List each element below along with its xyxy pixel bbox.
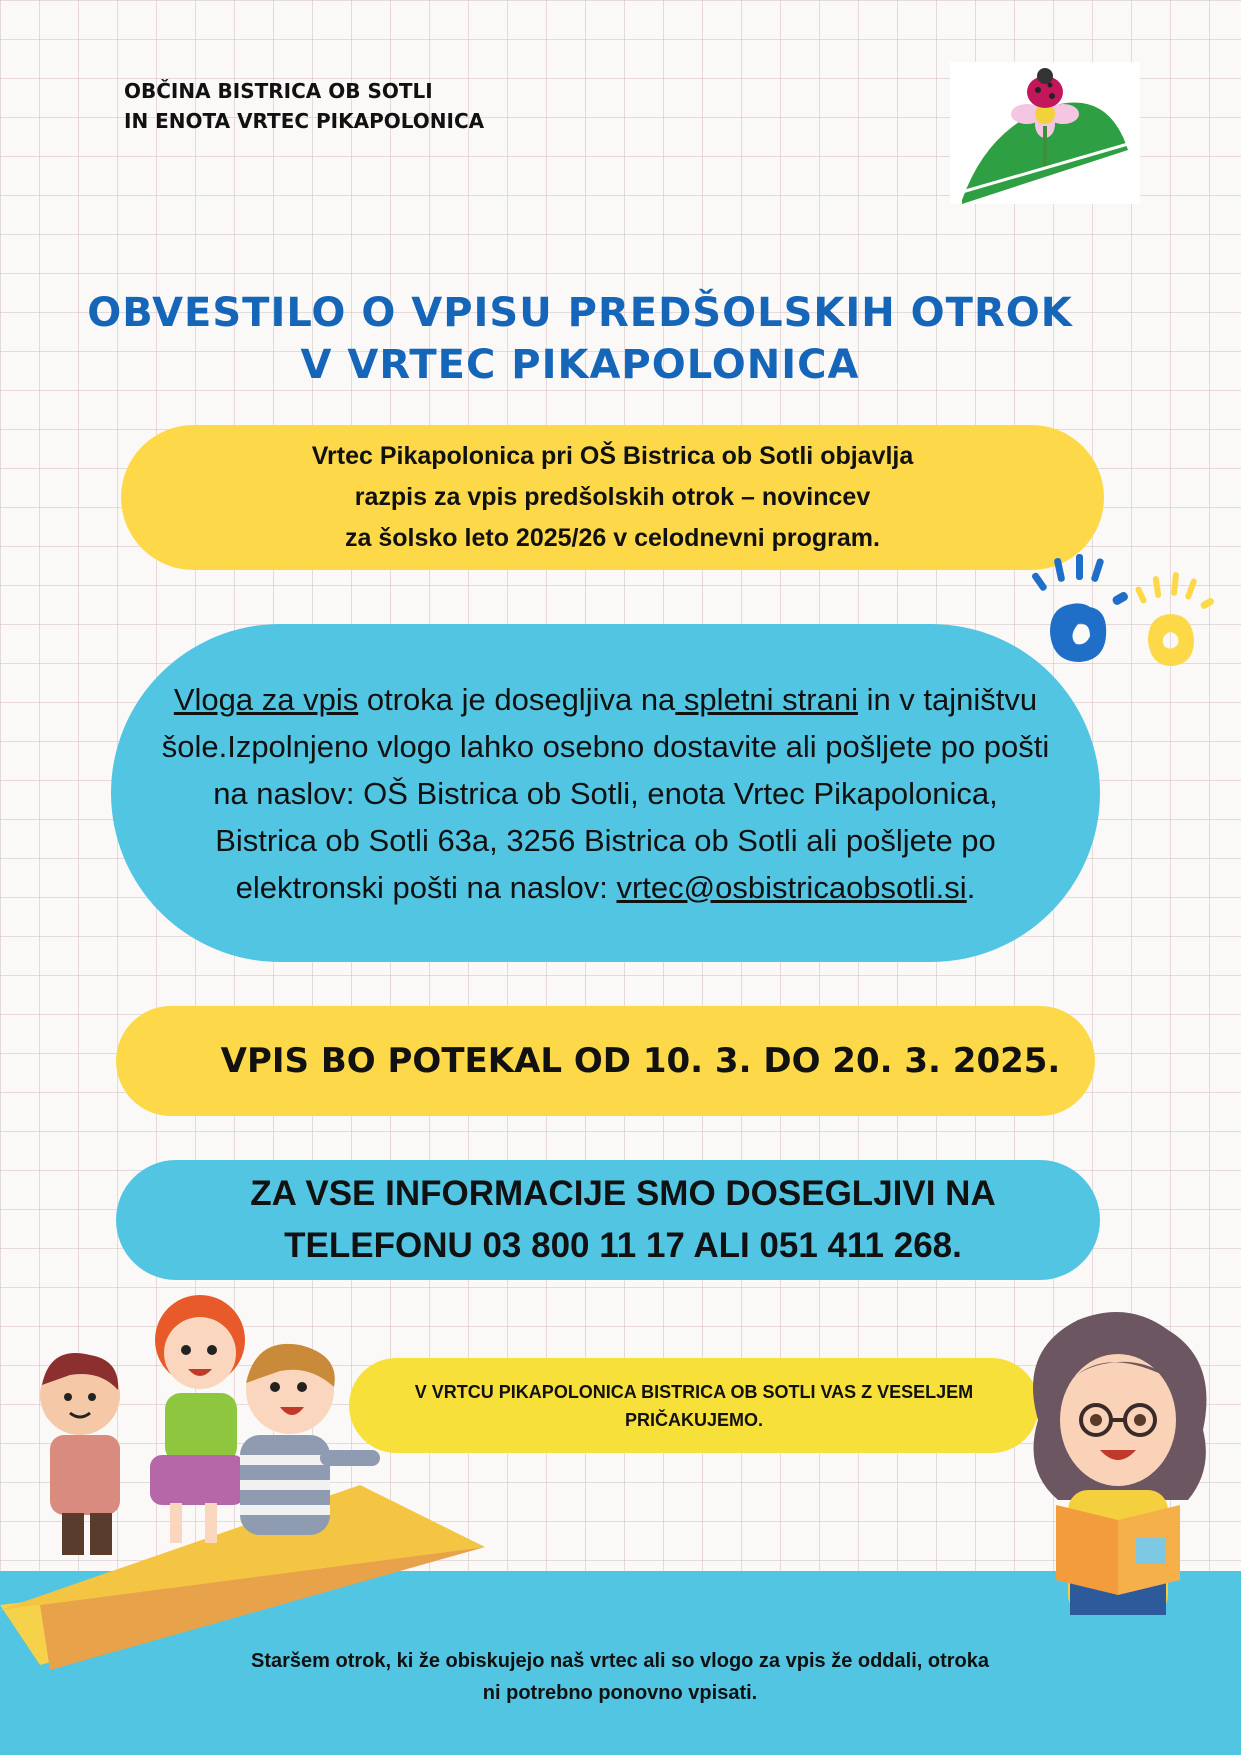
- application-info-box: [111, 624, 1100, 962]
- kindergarten-logo: [950, 62, 1140, 204]
- handprints-icon: [1020, 552, 1220, 682]
- page-title: [60, 287, 1100, 391]
- welcome-line-1: V VRTCU PIKAPOLONICA BISTRICA OB SOTLI VAS Z VESELJEM: [414, 1381, 974, 1402]
- application-text-part-1: otroka je dosegljiva na: [358, 681, 676, 717]
- welcome-line-2: PRIČAKUJEMO.: [624, 1409, 763, 1430]
- application-text-part-3: .: [966, 869, 976, 905]
- email-link[interactable]: vrtec@osbistricaobsotli.si: [616, 869, 967, 905]
- application-text-part-2: in v tajništvu šole.Izpolnjeno vlogo lahko osebno dostavite ali pošljete po pošti na naslov: OŠ Bistrica ob Sotli, enota Vrtec Pikapolonica, Bistrica ob Sotli 63a, 3256 Bistrica ob Sotli ali pošljete po elektronski pošti na naslov:: [161, 681, 1050, 905]
- application-form-link[interactable]: Vloga za vpis: [173, 681, 359, 717]
- welcome-box: [349, 1358, 1039, 1453]
- organization-line-1: OBČINA BISTRICA OB SOTLI: [124, 79, 433, 103]
- footer-note: [180, 1645, 1060, 1709]
- title-line-1: OBVESTILO O VPISU PREDŠOLSKIH OTROK: [87, 290, 1073, 336]
- intro-line-3: za šolsko leto 2025/26 v celodnevni program.: [345, 524, 880, 552]
- ladybug-logo-icon: [950, 62, 1140, 204]
- intro-line-1: Vrtec Pikapolonica pri OŠ Bistrica ob Sotli objavlja: [311, 442, 914, 470]
- contact-box: [116, 1160, 1100, 1280]
- footer-line-1: Staršem otrok, ki že obiskujejo naš vrtec ali so vlogo za vpis že oddali, otroka: [250, 1650, 989, 1672]
- teacher-reading-icon: [1018, 1310, 1218, 1615]
- kids-paper-plane-icon: [0, 1285, 490, 1670]
- website-link[interactable]: spletni strani: [675, 681, 858, 717]
- enrollment-dates-text: VPIS BO POTEKAL OD 10. 3. DO 20. 3. 2025.: [220, 1041, 1061, 1081]
- intro-line-2: razpis za vpis predšolskih otrok – novincev: [354, 483, 871, 511]
- contact-line-2: TELEFONU 03 800 11 17 ALI 051 411 268.: [284, 1226, 962, 1265]
- organization-name: [124, 76, 484, 136]
- organization-line-2: IN ENOTA VRTEC PIKAPOLONICA: [124, 109, 485, 133]
- contact-line-1: ZA VSE INFORMACIJE SMO DOSEGLJIVI NA: [250, 1174, 996, 1213]
- footer-line-2: ni potrebno ponovno vpisati.: [482, 1682, 758, 1704]
- application-text: [161, 676, 1050, 911]
- intro-box: [121, 425, 1104, 570]
- enrollment-dates-box: [116, 1006, 1095, 1116]
- title-line-2: V VRTEC PIKAPOLONICA: [300, 342, 860, 388]
